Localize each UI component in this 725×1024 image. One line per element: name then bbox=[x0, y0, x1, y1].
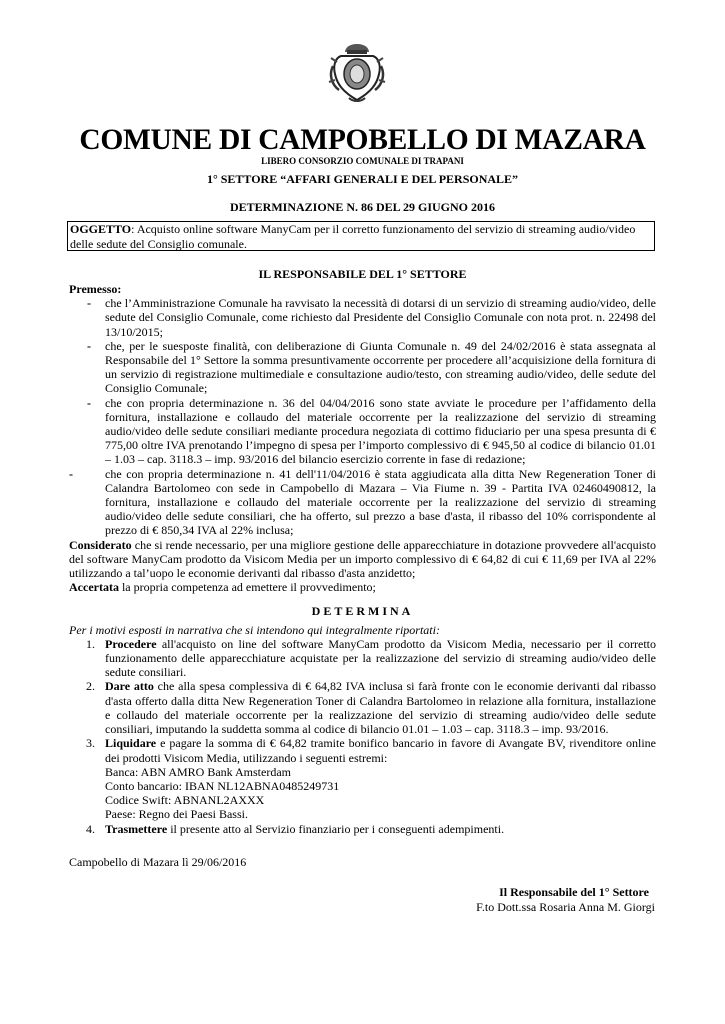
bank-country: Paese: Regno dei Paesi Bassi. bbox=[105, 807, 248, 822]
bank-iban: Conto bancario: IBAN NL12ABNA0485249731 bbox=[105, 778, 340, 793]
bullet-dash: - bbox=[69, 466, 73, 481]
item-number: 4. bbox=[86, 821, 95, 836]
determina-item-text bbox=[105, 637, 656, 680]
premesso-item bbox=[69, 467, 656, 538]
subject-box bbox=[67, 221, 655, 251]
premesso-item-text: che con propria determinazione n. 41 dell'11/04/2016 è stata aggiudicata alla ditta New Regeneration Toner di Calandra Bartolomeo con sede in Campobello di Mazara – Via Fiume n. 39 - Partita IVA 02460490812, la fornitura, installazione e collaudo del materiale occorrente per la realizzazione del servizio di streaming audio/video delle sedute consiliari, che ha offerto, sul prezzo a base d'asta, il ribasso del 10% corrispondente al prezzo di € 850,34 IVA al 22% inclusa; bbox=[105, 466, 656, 538]
premesso-label: Premesso: bbox=[69, 282, 122, 296]
bank-name: Banca: ABN AMRO Bank Amsterdam bbox=[105, 764, 291, 779]
item-number: 2. bbox=[86, 679, 95, 694]
determination-number: DETERMINAZIONE N. 86 DEL 29 GIUGNO 2016 bbox=[229, 200, 496, 214]
municipal-coat-of-arms-icon bbox=[327, 40, 387, 106]
bank-swift: Codice Swift: ABNANL2AXXX bbox=[105, 793, 265, 808]
considerato-text: che si rende necessario, per una migliore gestione delle apparecchiature in dotazione provvedere all'acquisto del software ManyCam prodotto da Visicom Media per un importo complessivo di € 64,82 di cui € 11,69 per IVA al 22% utilizzando a tal’uopo le economie derivanti dal ribasso d'asta anzidetto; bbox=[69, 537, 656, 581]
determina-item-text bbox=[105, 736, 656, 821]
accertata-paragraph bbox=[69, 580, 656, 594]
determina-item-text bbox=[105, 679, 656, 736]
document-body bbox=[69, 282, 656, 836]
premesso-item bbox=[69, 296, 656, 339]
motivi-text: Per i motivi esposti in narrativa che si intendono qui integralmente riportati: bbox=[69, 622, 440, 637]
premesso-item-text: che l’Amministrazione Comunale ha ravvisato la necessità di dotarsi di un servizio di streaming audio/video, delle sedute del Consiglio Comunale, come richiesto dal Presidente del Consiglio Comunale con nota prot. n. 22498 del 13/10/2015; bbox=[105, 296, 656, 339]
municipality-title: COMUNE DI CAMPOBELLO DI MAZARA bbox=[79, 124, 646, 156]
item-body: all'acquisto on line del software ManyCam prodotto da Visicom Media, necessario per il corretto funzionamento delle apparecchiature acquistate per la realizzazione del servizio di streaming audio/video delle sedute consiliari. bbox=[105, 636, 656, 680]
subject-label: OGGETTO bbox=[70, 222, 132, 236]
subject-text: : Acquisto online software ManyCam per il corretto funzionamento del servizio di streaming audio/video delle sedute del Consiglio comunale. bbox=[70, 222, 636, 251]
sector-heading: 1° SETTORE “AFFARI GENERALI E DEL PERSONALE” bbox=[206, 172, 519, 186]
determina-item bbox=[69, 679, 656, 736]
item-label: Liquidare bbox=[105, 736, 157, 751]
considerato-label: Considerato bbox=[69, 537, 132, 552]
item-body: il presente atto al Servizio finanziario per i conseguenti adempimenti. bbox=[167, 821, 505, 836]
considerato-paragraph bbox=[69, 538, 656, 581]
item-body: e pagare la somma di € 64,82 tramite bonifico bancario in favore di Avangate BV, rivenditore online dei prodotti Visicom Media, utilizzando i seguenti estremi: bbox=[105, 736, 656, 765]
determina-item bbox=[69, 637, 656, 680]
item-label: Procedere bbox=[105, 636, 157, 651]
item-number: 3. bbox=[86, 736, 95, 751]
responsible-heading: IL RESPONSABILE DEL 1° SETTORE bbox=[258, 267, 467, 281]
bullet-dash: - bbox=[87, 296, 91, 311]
premesso-item bbox=[69, 339, 656, 396]
consortium-subtitle: LIBERO CONSORZIO COMUNALE DI TRAPANI bbox=[261, 156, 464, 166]
premesso-item-text: che, per le suesposte finalità, con deliberazione di Giunta Comunale n. 49 del 24/02/2016 è stata assegnata al Responsabile del 1° Settore la somma presuntivamente occorrente per procedere all’acquisizione della fornitura di un servizio di registrazione multimediale e consultazione audio/testo, con streaming audio/video, delle sedute del Consiglio Comunale; bbox=[105, 338, 656, 396]
determina-item bbox=[69, 736, 656, 821]
item-number: 1. bbox=[86, 636, 95, 651]
premesso-item-text: che con propria determinazione n. 36 del 04/04/2016 sono state avviate le procedure per l’affidamento della fornitura, installazione e collaudo del materiale occorrente per la realizzazione del servizio di streaming audio/video delle sedute consiliari mediante procedura negoziata di cottimo fiduciario per una spesa presunta di € 775,00 oltre IVA prenotando l’impegno di spesa per l’importo complessivo di € 945,50 al codice di bilancio 01.01 – 1.03 – cap. 3118.3 – imp. 93/2016 del bilancio esercizio corrente in fase di redazione; bbox=[105, 395, 656, 467]
determina-heading: DETERMINA bbox=[311, 604, 414, 619]
accertata-label: Accertata bbox=[69, 580, 119, 595]
determina-item bbox=[69, 822, 656, 836]
signatory-name: F.to Dott.ssa Rosaria Anna M. Giorgi bbox=[476, 900, 655, 914]
place-and-date: Campobello di Mazara lì 29/06/2016 bbox=[69, 855, 247, 869]
item-label: Dare atto bbox=[105, 679, 154, 694]
accertata-text: la propria competenza ad emettere il provvedimento; bbox=[118, 580, 376, 595]
bullet-dash: - bbox=[87, 395, 91, 410]
item-body: che alla spesa complessiva di € 64,82 IVA inclusa si farà fronte con le economie derivanti dal ribasso d'asta offerto dalla ditta New Regeneration Toner di Calandra Bartolomeo in relazione alla fornitura, installazione e collaudo del materiale occorrente per la realizzazione del servizio di streaming audio/video delle sedute consiliari, imputando la suddetta somma al codice di bilancio 01.01 – 1.03 – cap. 3118.3 – imp. 93/2016. bbox=[105, 679, 657, 737]
bullet-dash: - bbox=[87, 338, 91, 353]
item-label: Trasmettere bbox=[105, 821, 168, 836]
signatory-title: Il Responsabile del 1° Settore bbox=[499, 885, 649, 899]
determina-item-text bbox=[105, 822, 656, 836]
premesso-item bbox=[69, 396, 656, 467]
